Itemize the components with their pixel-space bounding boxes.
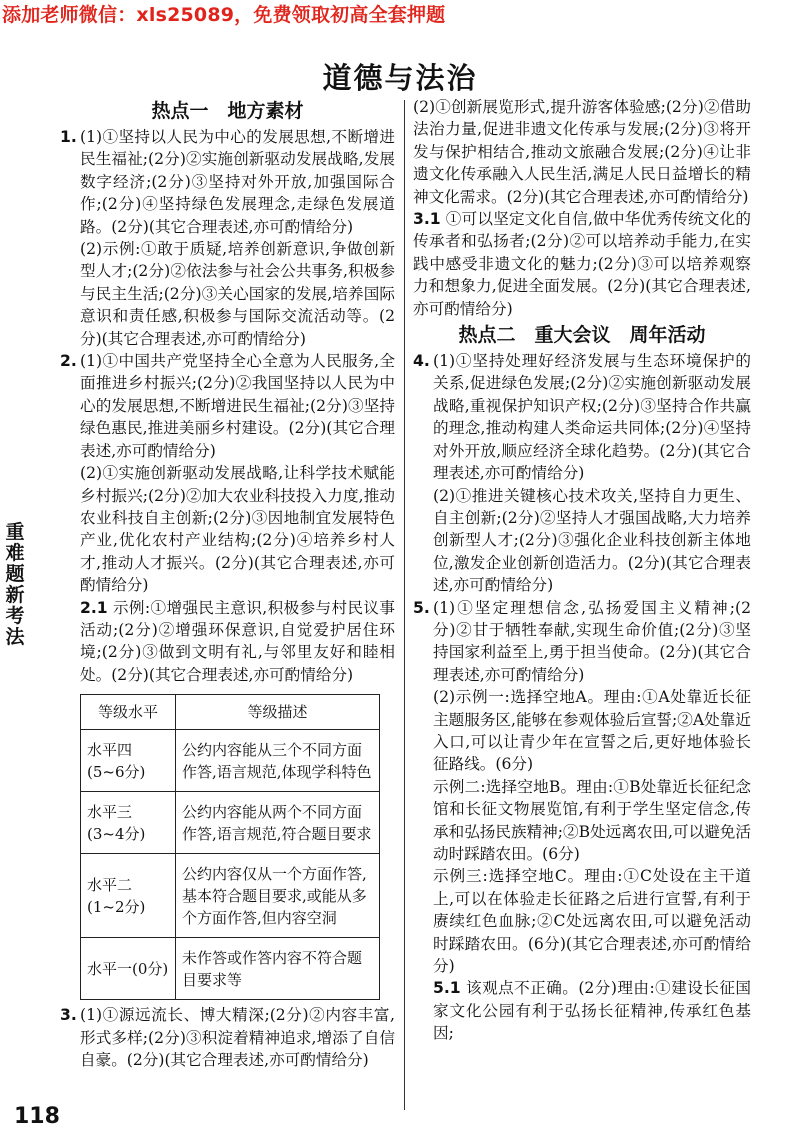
- answer-5-example-2: 示例二:选择空地B。理由:①B处靠近长征纪念馆和长征文物展览馆,有利于学生坚定信念,传承和弘扬民族精神;②B处远离农田,可以避免活动时踩踏农田。(6分): [433, 777, 751, 863]
- answer-5-example-3: 示例三:选择空地C。理由:①C处设在主干道上,可以在体验走长征路之后进行宣誓,有利于赓续红色血脉;②C处远离农田,可以避免活动时踩踏农田。(6分)(其它合理表述,亦可酌情给分): [433, 867, 751, 976]
- page-title: 道德与法治: [322, 61, 478, 95]
- grading-level-cell: 水平四(5~6分): [81, 730, 176, 792]
- answer-2-1-text: 示例:①增强民主意识,积极参与村民议事活动;(2分)②增强环保意识,自觉爱护居住环境;(2分)③做到文明有礼,与邻里友好和睦相处。(2分)(其它合理表述,亦可酌情给分): [80, 598, 395, 684]
- question-number-2: 2.: [60, 352, 77, 371]
- grading-desc-cell: 公约内容能从两个不同方面作答,语言规范,符合题目要求: [176, 792, 380, 854]
- section-heading-hotspot-2: 热点二 重大会议 周年活动: [458, 324, 706, 347]
- grading-table-header-row: [81, 695, 380, 730]
- sub-question-number-5-1: 5.1: [433, 979, 461, 998]
- answer-2-part-1-text: (1)①中国共产党坚持全心全意为人民服务,全面推进乡村振兴;(2分)②我国坚持以人民为中心的发展思想,不断增进民生福祉;(2分)③坚持绿色惠民,推进美丽乡村建设。(2分)(其它合理表述,亦可酌情给分): [80, 352, 395, 460]
- sub-question-number-3-1: 3.1: [413, 210, 441, 229]
- grading-table: [80, 694, 380, 1000]
- table-row: [81, 730, 380, 792]
- grading-desc-cell: 未作答或作答内容不符合题目要求等: [176, 938, 380, 1000]
- table-row: [81, 938, 380, 1000]
- left-column: [60, 96, 395, 1071]
- side-tab-label: [3, 522, 27, 648]
- column-divider: [404, 100, 405, 1110]
- grading-table-header-desc: 等级描述: [176, 695, 380, 730]
- answer-4-part-2: (2)①推进关键核心技术攻关,坚持自力更生、自主创新;(2分)②坚持人才强国战略,大力培养创新型人才;(2分)③强化企业科技创新主体地位,激发企业创新创造活力。(2分)(其它合理表述,亦可酌情给分): [433, 486, 751, 595]
- grading-table-header-level: 等级水平: [81, 695, 176, 730]
- section-heading-hotspot-1: 热点一 地方素材: [151, 100, 304, 122]
- answer-5-1-text: 该观点不正确。(2分)理由:①建设长征国家文化公园有利于弘扬长征精神,传承红色基因;: [433, 979, 751, 1043]
- table-row: [81, 792, 380, 854]
- answer-1-part-1: [60, 126, 395, 238]
- answer-3-part-1: [60, 1004, 395, 1071]
- answer-1-part-2: (2)示例:①敢于质疑,培养创新意识,争做创新型人才;(2分)②依法参与社会公共事务,积极参与民主生活;(2分)③关心国家的发展,培养国际意识和责任感,积极参与国际交流活动等。(2分)(其它合理表述,亦可酌情给分): [80, 240, 395, 348]
- answer-2-part-1: [60, 350, 395, 462]
- grading-level-cell: 水平三(3~4分): [81, 792, 176, 854]
- grading-desc-cell: 公约内容能从三个不同方面作答,语言规范,体现学科特色: [176, 730, 380, 792]
- right-column: [413, 96, 751, 1045]
- answer-1-part-1-text: (1)①坚持以人民为中心的发展思想,不断增进民生福祉;(2分)②实施创新驱动发展战略,发展数字经济;(2分)③坚持对外开放,加强国际合作;(2分)④坚持绿色发展理念,走绿色发展道路。(2分)(其它合理表述,亦可酌情给分): [80, 128, 395, 236]
- question-number-3: 3.: [60, 1006, 77, 1025]
- side-tab-text: 重难题新考法: [5, 521, 25, 648]
- grading-desc-cell: 公约内容仅从一个方面作答,基本符合题目要求,或能从多个方面作答,但内容空洞: [176, 854, 380, 938]
- answer-5-part-1: [413, 597, 751, 687]
- question-number-5: 5.: [413, 598, 430, 617]
- promo-banner: [0, 0, 800, 26]
- grading-level-cell: 水平二(1~2分): [81, 854, 176, 938]
- answer-3-part-1-text: (1)①源远流长、博大精深;(2分)②内容丰富,形式多样;(2分)③积淀着精神追求,增添了自信自豪。(2分)(其它合理表述,亦可酌情给分): [80, 1006, 395, 1069]
- answer-2-1: [60, 597, 395, 687]
- question-number-1: 1.: [60, 128, 77, 146]
- grading-level-cell: 水平一(0分): [81, 938, 176, 1000]
- answer-5-part-1-text: (1)①坚定理想信念,弘扬爱国主义精神;(2分)②甘于牺牲奉献,实现生命价值;(2分)③坚持国家利益至上,勇于担当使命。(2分)(其它合理表述,亦可酌情给分): [433, 598, 751, 684]
- answer-2-part-2: (2)①实施创新驱动发展战略,让科学技术赋能乡村振兴;(2分)②加大农业科技投入力度,推动农业科技自主创新;(2分)③因地制宜发展特色产业,优化农村产业结构;(2分)④培养乡村人才,推动人才振兴。(2分)(其它合理表述,亦可酌情给分): [80, 464, 395, 595]
- answer-5-example-1: (2)示例一:选择空地A。理由:①A处靠近长征主题服务区,能够在参观体验后宣誓;②A处靠近入口,可以让青少年在宣誓之后,更好地体验长征路线。(6分): [433, 688, 751, 774]
- table-row: [81, 854, 380, 938]
- answer-3-part-2: (2)①创新展览形式,提升游客体验感;(2分)②借助法治力量,促进非遗文化传承与发展;(2分)③将开发与保护相结合,推动文旅融合发展;(2分)④让非遗文化传承融入人民生活,满足人民日益增长的精神文化需求。(2分)(其它合理表述,亦可酌情给分): [413, 98, 751, 206]
- sub-question-number-2-1: 2.1: [80, 598, 108, 617]
- page-number: 118: [14, 1104, 60, 1129]
- answer-4-part-1-text: (1)①坚持处理好经济发展与生态环境保护的关系,促进绿色发展;(2分)②实施创新驱动发展战略,重视保护知识产权;(2分)③坚持合作共赢的理念,推动构建人类命运共同体;(2分)④坚持对外开放,顺应经济全球化趋势。(2分)(其它合理表述,亦可酌情给分): [433, 352, 751, 483]
- answer-3-1-text: ①可以坚定文化自信,做中华优秀传统文化的传承者和弘扬者;(2分)②可以培养动手能力,在实践中感受非遗文化的魅力;(2分)③可以培养观察力和想象力,促进全面发展。(2分)(其它合理表述,亦可酌情给分): [413, 210, 751, 318]
- answer-3-1: [413, 208, 751, 320]
- promo-banner-text: 添加老师微信：xls25089，免费领取初高全套押题: [2, 4, 446, 26]
- question-number-4: 4.: [413, 352, 430, 371]
- answer-5-1: [413, 977, 751, 1044]
- answer-4-part-1: [413, 350, 751, 484]
